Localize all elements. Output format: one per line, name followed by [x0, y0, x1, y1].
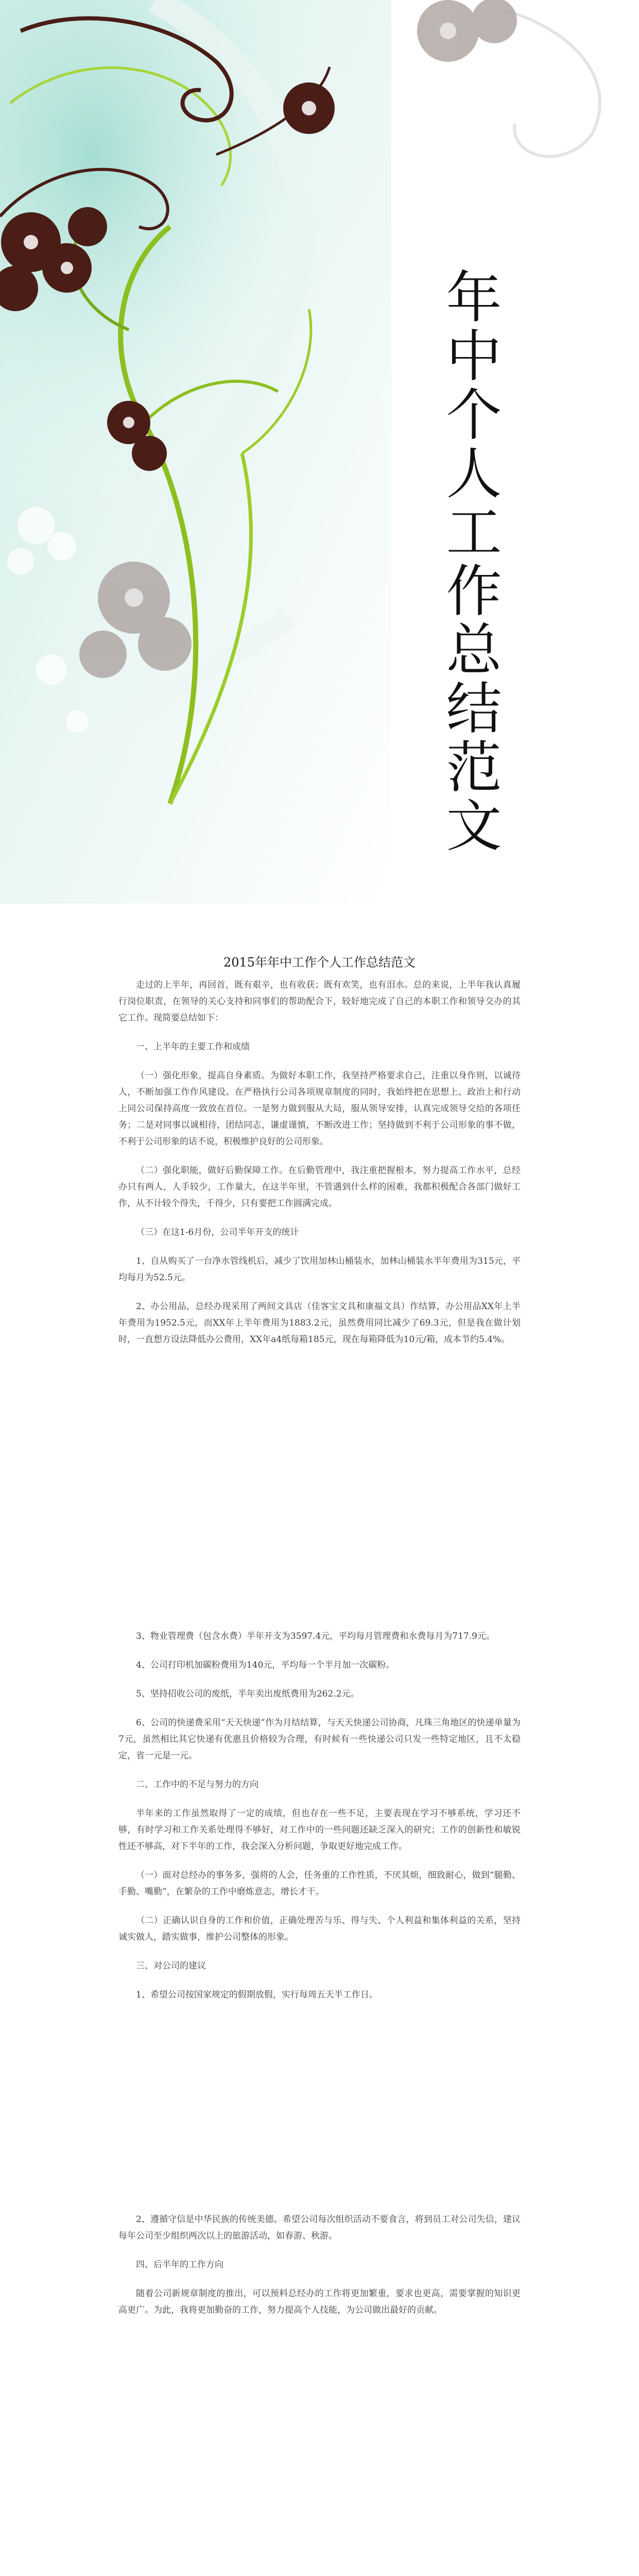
section-heading-4: 四、后半年的工作方向 [136, 2260, 223, 2270]
section1-item-3: 3、物业管理费（包含水费）半年开支为3597.4元，平均每月管理费和水费每月为717.9元。 [136, 1631, 495, 1641]
cover-title: 年中个人工作总结范文 [437, 268, 501, 855]
section2-paragraph-1: 半年来的工作虽然取得了一定的成绩，但也存在一些不足，主要表现在学习不够系统，学习还不够，有时学习和工作关系处理得不够好，对工作中的一些问题还缺乏深入的研究；工作的创新性和敏锐性还不够高，对下半年的工作，我会深入分析问题，争取更好地完成工作。 [118, 1808, 521, 1852]
document-title: 2015年年中工作个人工作总结范文 [223, 955, 416, 970]
section1-item-4: 4、公司打印机加碳粉费用为140元，平均每一个半月加一次碳粉。 [136, 1660, 395, 1670]
section-heading-3: 三、对公司的建议 [136, 1961, 206, 1971]
section1-item-2: 2、办公用品，总经办现采用了两间文具店（佳客宝文具和康福文具）作结算，办公用品XX年上半年费用为1952.5元，而XX年上半年费用为1883.2元，虽然费用同比减少了69.3元，但是我在做计划时，一直想方设法降低办公费用，XX年a4纸每箱185元，现在每箱降低为10元/箱，成本节约5.4%。 [118, 1301, 521, 1345]
section4-paragraph-1: 随着公司新规章制度的推出，可以预料总经办的工作将更加繁重，要求也更高，需要掌握的知识更高更广。为此，我将更加勤奋的工作，努力提高个人技能，为公司做出最好的贡献。 [118, 2289, 521, 2315]
section2-paragraph-2: （一）面对总经办的事务多，强将的人会，任务重的工作性质，不厌其烦，细致耐心，做到“腿勤、手勤、嘴勤”，在繁杂的工作中磨炼意志，增长才干。 [118, 1870, 521, 1897]
page-spacer [118, 1360, 521, 1628]
document-body [118, 953, 521, 2331]
section1-paragraph-3: （三）在这1-6月份，公司半年开支的统计 [136, 1227, 299, 1238]
section1-item-5: 5、坚持招收公司的废纸，半年卖出废纸费用为262.2元。 [136, 1689, 359, 1699]
section1-item-1: 1、自从购买了一台净水管线机后，减少了饮用加林山桶装水，加林山桶装水半年费用为315元，平均每月为52.5元。 [118, 1256, 521, 1283]
section2-paragraph-3: （二）正确认识自身的工作和价值，正确处理苦与乐、得与失、个人利益和集体利益的关系，坚持诚实做人，踏实做事，维护公司整体的形象。 [118, 1916, 521, 1942]
section1-paragraph-1: （一）强化形象，提高自身素质。为做好本职工作，我坚持严格要求自己，注重以身作则，以诚待人，不断加强工作作风建设。在严格执行公司各项规章制度的同时，我始终把在思想上、政治上和行动上同公司保持高度一致放在首位。一是努力做到服从大局，服从领导安排，认真完成领导交给的各项任务；二是对同事以诚相待，团结同志，谦虚谨慎，不断改进工作；坚持做到不利于公司形象的事不做，不利于公司形象的话不说，积极维护良好的公司形象。 [118, 1071, 521, 1147]
intro-paragraph: 走过的上半年，再回首，既有艰辛，也有收获；既有欢笑，也有泪水。总的来说，上半年我认真履行岗位职责，在领导的关心支持和同事们的帮助配合下，较好地完成了自己的本职工作和领导交办的其它工作。现简要总结如下： [118, 980, 521, 1023]
section-heading-1: 一、上半年的主要工作和成绩 [136, 1042, 250, 1052]
floral-cover-illustration [0, 0, 639, 904]
section-heading-2: 二、工作中的不足与努力的方向 [136, 1780, 258, 1790]
cover-page [0, 0, 639, 904]
section3-item-2: 2、遵循守信是中华民族的传统美德。希望公司每次组织活动不要食言，将到员工对公司失信，建议每年公司至少组织两次以上的旅游活动，如春游、秋游。 [118, 2214, 521, 2241]
section1-item-6: 6、公司的快递费采用“天天快递”作为月结结算，与天天快递公司协商，凡珠三角地区的快递单量为7元，虽然相比其它快递有优惠且价格较为合理，有时候有一些快递公司只发一些特定地区，且不太稳定，省一元是一元。 [118, 1718, 521, 1761]
section3-item-1: 1、希望公司按国家规定的假期放假，实行每周五天半工作日。 [136, 1990, 378, 2000]
page-spacer [118, 2015, 521, 2211]
section1-paragraph-2: （二）强化职能，做好后勤保障工作。在后勤管理中，我注重把握根本，努力提高工作水平，总经办只有两人，人手较少，工作量大，在这半年里，不管遇到什么样的困难，我都积极配合各部门做好工作，从不计较个得失，千得少，只有要把工作圆满完成。 [118, 1165, 521, 1209]
